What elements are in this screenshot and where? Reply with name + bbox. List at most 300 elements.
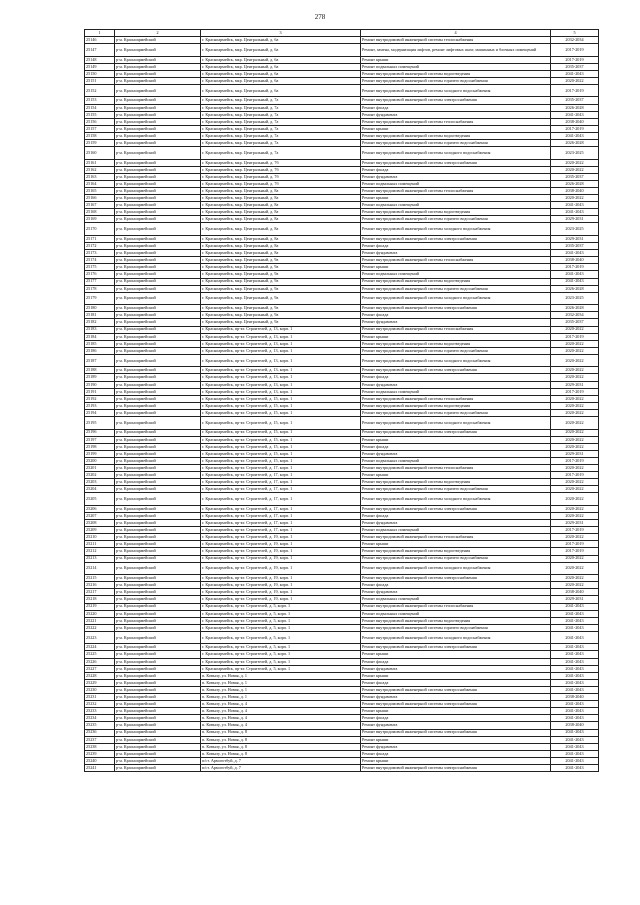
work-type-cell: Ремонт крыши bbox=[361, 541, 551, 548]
district-cell: р-н. Красноармейский bbox=[115, 472, 201, 479]
address-cell: г. Красноармейск, мкр. Центральный, д. 7а bbox=[201, 111, 361, 118]
address-cell: г. Красноармейск, мкр. Центральный, д. 8а bbox=[201, 188, 361, 195]
work-type-cell: Ремонт внутридомовой инженерной системы электроснабжения bbox=[361, 575, 551, 582]
work-type-cell: Ремонт крыши bbox=[361, 672, 551, 679]
row-number: 25174 bbox=[85, 257, 115, 264]
work-type-cell: Ремонт крыши bbox=[361, 195, 551, 202]
address-cell: г. Красноармейск, пр-кт. Строителей, д. 13, корп. 1 bbox=[201, 388, 361, 395]
row-number: 25240 bbox=[85, 757, 115, 764]
table-row bbox=[85, 77, 599, 84]
row-number: 25151 bbox=[85, 77, 115, 84]
district-cell: р-н. Красноармейский bbox=[115, 97, 201, 104]
work-type-cell: Ремонт внутридомовой инженерной системы теплоснабжения bbox=[361, 37, 551, 44]
row-number: 25184 bbox=[85, 333, 115, 340]
work-type-cell: Ремонт внутридомовой инженерной системы теплоснабжения bbox=[361, 188, 551, 195]
table-row bbox=[85, 312, 599, 319]
table-row bbox=[85, 750, 599, 757]
table-row bbox=[85, 610, 599, 617]
period-cell: 2035-2037 bbox=[551, 97, 599, 104]
period-cell: 2017-2019 bbox=[551, 84, 599, 97]
period-cell: 2041-2043 bbox=[551, 624, 599, 631]
work-type-cell: Ремонт внутридомовой инженерной системы теплоснабжения bbox=[361, 395, 551, 402]
period-cell: 2041-2043 bbox=[551, 729, 599, 736]
row-number: 25207 bbox=[85, 512, 115, 519]
address-cell: г. Красноармейск, пр-кт. Строителей, д. 15, корп. 1 bbox=[201, 417, 361, 430]
work-type-cell: Ремонт крыши bbox=[361, 472, 551, 479]
work-type-cell: Ремонт подвальных помещений bbox=[361, 63, 551, 70]
address-cell: г. Красноармейск, пр-кт. Строителей, д. 13, корп. 1 bbox=[201, 326, 361, 333]
address-cell: г. Красноармейск, мкр. Центральный, д. 9а bbox=[201, 319, 361, 326]
period-cell: 2035-2037 bbox=[551, 173, 599, 180]
table-row bbox=[85, 381, 599, 388]
period-cell: 2029-2031 bbox=[551, 596, 599, 603]
period-cell: 2038-2040 bbox=[551, 118, 599, 125]
district-cell: р-н. Красноармейский bbox=[115, 631, 201, 644]
row-number: 25189 bbox=[85, 374, 115, 381]
address-cell: г. Красноармейск, мкр. Центральный, д. 7а bbox=[201, 125, 361, 132]
district-cell: р-н. Красноармейский bbox=[115, 63, 201, 70]
period-cell: 2041-2043 bbox=[551, 715, 599, 722]
period-cell: 2020-2022 bbox=[551, 347, 599, 354]
work-type-cell: Ремонт внутридомовой инженерной системы водоотведения bbox=[361, 132, 551, 139]
table-row bbox=[85, 541, 599, 548]
table-row bbox=[85, 582, 599, 589]
period-cell: 2041-2043 bbox=[551, 631, 599, 644]
period-cell: 2017-2019 bbox=[551, 472, 599, 479]
table-row bbox=[85, 209, 599, 216]
row-number: 25169 bbox=[85, 216, 115, 223]
header-cell: 4 bbox=[361, 30, 551, 37]
row-number: 25204 bbox=[85, 486, 115, 493]
address-cell: г. Красноармейск, пр-кт. Строителей, д. 5, корп. 1 bbox=[201, 624, 361, 631]
district-cell: р-н. Красноармейский bbox=[115, 223, 201, 236]
district-cell: р-н. Красноармейский bbox=[115, 209, 201, 216]
row-number: 25148 bbox=[85, 56, 115, 63]
address-cell: г. Красноармейск, мкр. Центральный, д. 8а bbox=[201, 202, 361, 209]
header-cell: 5 bbox=[551, 30, 599, 37]
district-cell: р-н. Красноармейский bbox=[115, 750, 201, 757]
address-cell: г. Красноармейск, пр-кт. Строителей, д. 5, корп. 1 bbox=[201, 651, 361, 658]
district-cell: р-н. Красноармейский bbox=[115, 44, 201, 57]
address-cell: г. Красноармейск, мкр. Центральный, д. 9а bbox=[201, 292, 361, 305]
period-cell: 2041-2043 bbox=[551, 70, 599, 77]
address-cell: г. Красноармейск, мкр. Центральный, д. 7а bbox=[201, 132, 361, 139]
period-cell: 2041-2043 bbox=[551, 736, 599, 743]
address-cell: п. Ковылу, ул. Новая, д. 8 bbox=[201, 743, 361, 750]
address-cell: г. Красноармейск, пр-кт. Строителей, д. 19, корп. 1 bbox=[201, 596, 361, 603]
district-cell: р-н. Красноармейский bbox=[115, 70, 201, 77]
district-cell: р-н. Красноармейский bbox=[115, 715, 201, 722]
period-cell: 2041-2043 bbox=[551, 651, 599, 658]
period-cell: 2020-2022 bbox=[551, 367, 599, 374]
address-cell: г. Красноармейск, пр-кт. Строителей, д. 13, корп. 1 bbox=[201, 347, 361, 354]
district-cell: р-н. Красноармейский bbox=[115, 188, 201, 195]
district-cell: р-н. Красноармейский bbox=[115, 264, 201, 271]
address-cell: г. Красноармейск, мкр. Центральный, д. 6а bbox=[201, 37, 361, 44]
district-cell: р-н. Красноармейский bbox=[115, 326, 201, 333]
period-cell: 2020-2022 bbox=[551, 436, 599, 443]
district-cell: р-н. Красноармейский bbox=[115, 77, 201, 84]
table-row bbox=[85, 486, 599, 493]
district-cell: р-н. Красноармейский bbox=[115, 347, 201, 354]
work-type-cell: Ремонт фасада bbox=[361, 512, 551, 519]
table-row bbox=[85, 402, 599, 409]
district-cell: р-н. Красноармейский bbox=[115, 541, 201, 548]
address-cell: г. Красноармейск, мкр. Центральный, д. 8а bbox=[201, 235, 361, 242]
table-row bbox=[85, 257, 599, 264]
address-cell: г. Красноармейск, пр-кт. Строителей, д. 19, корп. 1 bbox=[201, 555, 361, 562]
work-type-cell: Ремонт подвальных помещений bbox=[361, 271, 551, 278]
address-cell: г. Красноармейск, пр-кт. Строителей, д. 15, корп. 1 bbox=[201, 450, 361, 457]
address-cell: г. Красноармейск, мкр. Центральный, д. 6а bbox=[201, 63, 361, 70]
row-number: 25188 bbox=[85, 367, 115, 374]
row-number: 25210 bbox=[85, 534, 115, 541]
period-cell: 2020-2022 bbox=[551, 340, 599, 347]
district-cell: р-н. Красноармейский bbox=[115, 180, 201, 187]
district-cell: р-н. Красноармейский bbox=[115, 589, 201, 596]
table-row bbox=[85, 505, 599, 512]
district-cell: р-н. Красноармейский bbox=[115, 292, 201, 305]
table-row bbox=[85, 596, 599, 603]
period-cell: 2020-2022 bbox=[551, 326, 599, 333]
period-cell: 2017-2019 bbox=[551, 541, 599, 548]
address-cell: г. Красноармейск, мкр. Центральный, д. 7а bbox=[201, 104, 361, 111]
district-cell: р-н. Красноармейский bbox=[115, 250, 201, 257]
address-cell: г. Красноармейск, пр-кт. Строителей, д. 17, корп. 1 bbox=[201, 472, 361, 479]
address-cell: г. Красноармейск, пр-кт. Строителей, д. 13, корп. 1 bbox=[201, 354, 361, 367]
row-number: 25233 bbox=[85, 708, 115, 715]
period-cell: 2038-2040 bbox=[551, 188, 599, 195]
work-type-cell: Ремонт фундамента bbox=[361, 173, 551, 180]
table-row bbox=[85, 436, 599, 443]
work-type-cell: Ремонт фундамента bbox=[361, 743, 551, 750]
work-type-cell: Ремонт внутридомовой инженерной системы теплоснабжения bbox=[361, 257, 551, 264]
work-type-cell: Ремонт внутридомовой инженерной системы горячего водоснабжения bbox=[361, 285, 551, 292]
district-cell: р-н. Красноармейский bbox=[115, 465, 201, 472]
address-cell: г. Красноармейск, мкр. Центральный, д. 7а bbox=[201, 147, 361, 160]
table-row bbox=[85, 111, 599, 118]
district-cell: р-н. Красноармейский bbox=[115, 395, 201, 402]
period-cell: 2020-2022 bbox=[551, 402, 599, 409]
row-number: 25168 bbox=[85, 209, 115, 216]
row-number: 25196 bbox=[85, 429, 115, 436]
table-row bbox=[85, 665, 599, 672]
address-cell: г. Красноармейск, мкр. Центральный, д. 7а bbox=[201, 140, 361, 147]
work-type-cell: Ремонт внутридомовой инженерной системы холодного водоснабжения bbox=[361, 147, 551, 160]
row-number: 25162 bbox=[85, 166, 115, 173]
address-cell: г. Красноармейск, пр-кт. Строителей, д. 13, корп. 1 bbox=[201, 333, 361, 340]
table-row bbox=[85, 223, 599, 236]
address-cell: г. Красноармейск, мкр. Центральный, д. 9а bbox=[201, 271, 361, 278]
table-row bbox=[85, 715, 599, 722]
period-cell: 2017-2019 bbox=[551, 333, 599, 340]
table-row bbox=[85, 631, 599, 644]
period-cell: 2020-2022 bbox=[551, 562, 599, 575]
period-cell: 2020-2022 bbox=[551, 582, 599, 589]
row-number: 25170 bbox=[85, 223, 115, 236]
address-cell: г. Красноармейск, пр-кт. Строителей, д. 17, корп. 1 bbox=[201, 479, 361, 486]
address-cell: п/ст. Армоготбуй, д. 7 bbox=[201, 757, 361, 764]
work-type-cell: Ремонт фасада bbox=[361, 679, 551, 686]
period-cell: 2041-2043 bbox=[551, 250, 599, 257]
work-type-cell: Ремонт фундамента bbox=[361, 381, 551, 388]
district-cell: р-н. Красноармейский bbox=[115, 195, 201, 202]
work-type-cell: Ремонт внутридомовой инженерной системы горячего водоснабжения bbox=[361, 347, 551, 354]
work-type-cell: Ремонт подвальных помещений bbox=[361, 457, 551, 464]
row-number: 25156 bbox=[85, 118, 115, 125]
work-type-cell: Ремонт подвальных помещений bbox=[361, 388, 551, 395]
table-row bbox=[85, 216, 599, 223]
work-type-cell: Ремонт внутридомовой инженерной системы электроснабжения bbox=[361, 644, 551, 651]
period-cell: 2041-2043 bbox=[551, 132, 599, 139]
district-cell: р-н. Красноармейский bbox=[115, 381, 201, 388]
work-type-cell: Ремонт фундамента bbox=[361, 250, 551, 257]
address-cell: г. Красноармейск, пр-кт. Строителей, д. 17, корп. 1 bbox=[201, 520, 361, 527]
work-type-cell: Ремонт внутридомовой инженерной системы горячего водоснабжения bbox=[361, 555, 551, 562]
row-number: 25179 bbox=[85, 292, 115, 305]
row-number: 25239 bbox=[85, 750, 115, 757]
row-number: 25191 bbox=[85, 388, 115, 395]
address-cell: г. Красноармейск, мкр. Центральный, д. 8а bbox=[201, 216, 361, 223]
work-type-cell: Ремонт, замена, модернизация лифтов, ремонт лифтовых шахт, машинных и блочных помещений bbox=[361, 44, 551, 57]
period-cell: 2035-2037 bbox=[551, 63, 599, 70]
work-type-cell: Ремонт внутридомовой инженерной системы теплоснабжения bbox=[361, 465, 551, 472]
row-number: 25202 bbox=[85, 472, 115, 479]
work-type-cell: Ремонт внутридомовой инженерной системы теплоснабжения bbox=[361, 326, 551, 333]
period-cell: 2041-2043 bbox=[551, 209, 599, 216]
work-type-cell: Ремонт внутридомовой инженерной системы электроснабжения bbox=[361, 97, 551, 104]
period-cell: 2041-2043 bbox=[551, 665, 599, 672]
work-type-cell: Ремонт внутридомовой инженерной системы водоотведения bbox=[361, 340, 551, 347]
period-cell: 2041-2043 bbox=[551, 644, 599, 651]
table-row bbox=[85, 173, 599, 180]
row-number: 25208 bbox=[85, 520, 115, 527]
row-number: 25192 bbox=[85, 395, 115, 402]
row-number: 25230 bbox=[85, 686, 115, 693]
district-cell: р-н. Красноармейский bbox=[115, 202, 201, 209]
address-cell: г. Красноармейск, пр-кт. Строителей, д. 5, корп. 1 bbox=[201, 644, 361, 651]
address-cell: г. Красноармейск, мкр. Центральный, д. 6а bbox=[201, 70, 361, 77]
period-cell: 2026-2028 bbox=[551, 104, 599, 111]
row-number: 25236 bbox=[85, 729, 115, 736]
row-number: 25200 bbox=[85, 457, 115, 464]
row-number: 25209 bbox=[85, 527, 115, 534]
table-row bbox=[85, 326, 599, 333]
row-number: 25220 bbox=[85, 610, 115, 617]
address-cell: г. Красноармейск, пр-кт. Строителей, д. 15, корп. 1 bbox=[201, 436, 361, 443]
table-row bbox=[85, 340, 599, 347]
district-cell: р-н. Красноармейский bbox=[115, 708, 201, 715]
row-number: 25225 bbox=[85, 651, 115, 658]
work-type-cell: Ремонт крыши bbox=[361, 56, 551, 63]
district-cell: р-н. Красноармейский bbox=[115, 486, 201, 493]
period-cell: 2041-2043 bbox=[551, 764, 599, 771]
work-type-cell: Ремонт внутридомовой инженерной системы горячего водоснабжения bbox=[361, 486, 551, 493]
address-cell: г. Красноармейск, мкр. Центральный, д. 7а bbox=[201, 97, 361, 104]
work-type-cell: Ремонт подвальных помещений bbox=[361, 202, 551, 209]
work-type-cell: Ремонт крыши bbox=[361, 125, 551, 132]
row-number: 25235 bbox=[85, 722, 115, 729]
work-type-cell: Ремонт фасада bbox=[361, 166, 551, 173]
row-number: 25203 bbox=[85, 479, 115, 486]
page-number: 278 bbox=[314, 13, 326, 21]
district-cell: р-н. Красноармейский bbox=[115, 305, 201, 312]
table-row bbox=[85, 235, 599, 242]
district-cell: р-н. Красноармейский bbox=[115, 479, 201, 486]
district-cell: р-н. Красноармейский bbox=[115, 555, 201, 562]
district-cell: р-н. Красноармейский bbox=[115, 548, 201, 555]
district-cell: р-н. Красноармейский bbox=[115, 443, 201, 450]
row-number: 25177 bbox=[85, 278, 115, 285]
table-row bbox=[85, 658, 599, 665]
row-number: 25149 bbox=[85, 63, 115, 70]
table-row bbox=[85, 374, 599, 381]
work-type-cell: Ремонт фасада bbox=[361, 582, 551, 589]
work-type-cell: Ремонт внутридомовой инженерной системы электроснабжения bbox=[361, 235, 551, 242]
period-cell: 2020-2022 bbox=[551, 479, 599, 486]
address-cell: п. Ковылу, ул. Новая, д. 8 bbox=[201, 750, 361, 757]
table-row bbox=[85, 97, 599, 104]
period-cell: 2017-2019 bbox=[551, 44, 599, 57]
work-type-cell: Ремонт внутридомовой инженерной системы электроснабжения bbox=[361, 367, 551, 374]
row-number: 25237 bbox=[85, 736, 115, 743]
address-cell: г. Красноармейск, пр-кт. Строителей, д. 5, корп. 1 bbox=[201, 603, 361, 610]
work-type-cell: Ремонт фундамента bbox=[361, 589, 551, 596]
work-type-cell: Ремонт фундамента bbox=[361, 520, 551, 527]
row-number: 25228 bbox=[85, 672, 115, 679]
period-cell: 2020-2022 bbox=[551, 575, 599, 582]
table-row bbox=[85, 292, 599, 305]
row-number: 25181 bbox=[85, 312, 115, 319]
district-cell: р-н. Красноармейский bbox=[115, 56, 201, 63]
work-type-cell: Ремонт внутридомовой инженерной системы водоотведения bbox=[361, 617, 551, 624]
address-cell: г. Красноармейск, мкр. Центральный, д. 6а bbox=[201, 84, 361, 97]
row-number: 25195 bbox=[85, 417, 115, 430]
table-row bbox=[85, 243, 599, 250]
district-cell: р-н. Красноармейский bbox=[115, 216, 201, 223]
address-cell: г. Красноармейск, мкр. Центральный, д. 7б bbox=[201, 180, 361, 187]
address-cell: г. Красноармейск, мкр. Центральный, д. 9а bbox=[201, 305, 361, 312]
table-row bbox=[85, 409, 599, 416]
district-cell: р-н. Красноармейский bbox=[115, 312, 201, 319]
period-cell: 2041-2043 bbox=[551, 750, 599, 757]
table-row bbox=[85, 147, 599, 160]
address-cell: г. Красноармейск, пр-кт. Строителей, д. 19, корп. 1 bbox=[201, 589, 361, 596]
row-number: 25146 bbox=[85, 37, 115, 44]
district-cell: р-н. Красноармейский bbox=[115, 166, 201, 173]
period-cell: 2032-2034 bbox=[551, 312, 599, 319]
address-cell: г. Красноармейск, пр-кт. Строителей, д. 17, корп. 1 bbox=[201, 505, 361, 512]
district-cell: р-н. Красноармейский bbox=[115, 319, 201, 326]
table-row bbox=[85, 140, 599, 147]
table-row bbox=[85, 644, 599, 651]
work-type-cell: Ремонт крыши bbox=[361, 264, 551, 271]
district-cell: р-н. Красноармейский bbox=[115, 333, 201, 340]
table-row bbox=[85, 534, 599, 541]
table-row bbox=[85, 520, 599, 527]
address-cell: г. Красноармейск, пр-кт. Строителей, д. 5, корп. 1 bbox=[201, 610, 361, 617]
period-cell: 2020-2022 bbox=[551, 429, 599, 436]
address-cell: г. Красноармейск, мкр. Центральный, д. 7б bbox=[201, 159, 361, 166]
row-number: 25173 bbox=[85, 250, 115, 257]
period-cell: 2035-2037 bbox=[551, 319, 599, 326]
period-cell: 2020-2022 bbox=[551, 486, 599, 493]
row-number: 25161 bbox=[85, 159, 115, 166]
address-cell: г. Красноармейск, пр-кт. Строителей, д. 15, корп. 1 bbox=[201, 443, 361, 450]
repair-schedule-table bbox=[84, 29, 599, 772]
work-type-cell: Ремонт внутридомовой инженерной системы электроснабжения bbox=[361, 686, 551, 693]
table-row bbox=[85, 603, 599, 610]
period-cell: 2020-2022 bbox=[551, 409, 599, 416]
work-type-cell: Ремонт крыши bbox=[361, 436, 551, 443]
row-number: 25216 bbox=[85, 582, 115, 589]
table-row bbox=[85, 347, 599, 354]
period-cell: 2026-2028 bbox=[551, 285, 599, 292]
district-cell: р-н. Красноармейский bbox=[115, 651, 201, 658]
row-number: 25193 bbox=[85, 402, 115, 409]
address-cell: г. Красноармейск, пр-кт. Строителей, д. 15, корп. 1 bbox=[201, 457, 361, 464]
work-type-cell: Ремонт внутридомовой инженерной системы электроснабжения bbox=[361, 305, 551, 312]
period-cell: 2026-2028 bbox=[551, 180, 599, 187]
work-type-cell: Ремонт фундамента bbox=[361, 665, 551, 672]
work-type-cell: Ремонт внутридомовой инженерной системы водоотведения bbox=[361, 278, 551, 285]
district-cell: р-н. Красноармейский bbox=[115, 736, 201, 743]
row-number: 25214 bbox=[85, 562, 115, 575]
row-number: 25223 bbox=[85, 631, 115, 644]
district-cell: р-н. Красноармейский bbox=[115, 37, 201, 44]
work-type-cell: Ремонт внутридомовой инженерной системы электроснабжения bbox=[361, 429, 551, 436]
district-cell: р-н. Красноармейский bbox=[115, 672, 201, 679]
work-type-cell: Ремонт фасада bbox=[361, 104, 551, 111]
row-number: 25221 bbox=[85, 617, 115, 624]
period-cell: 2041-2043 bbox=[551, 672, 599, 679]
row-number: 25227 bbox=[85, 665, 115, 672]
district-cell: р-н. Красноармейский bbox=[115, 512, 201, 519]
period-cell: 2017-2019 bbox=[551, 548, 599, 555]
work-type-cell: Ремонт фундамента bbox=[361, 722, 551, 729]
period-cell: 2041-2043 bbox=[551, 202, 599, 209]
address-cell: п. Ковылу, ул. Новая, д. 4 bbox=[201, 701, 361, 708]
row-number: 25186 bbox=[85, 347, 115, 354]
address-cell: п. Ковылу, ул. Новая, д. 4 bbox=[201, 722, 361, 729]
work-type-cell: Ремонт фасада bbox=[361, 312, 551, 319]
row-number: 25176 bbox=[85, 271, 115, 278]
district-cell: р-н. Красноармейский bbox=[115, 147, 201, 160]
address-cell: п. Ковылу, ул. Новая, д. 8 bbox=[201, 736, 361, 743]
district-cell: р-н. Красноармейский bbox=[115, 111, 201, 118]
address-cell: п. Ковылу, ул. Новая, д. 8 bbox=[201, 729, 361, 736]
district-cell: р-н. Красноармейский bbox=[115, 257, 201, 264]
district-cell: р-н. Красноармейский bbox=[115, 644, 201, 651]
table-row bbox=[85, 708, 599, 715]
work-type-cell: Ремонт фасада bbox=[361, 715, 551, 722]
work-type-cell: Ремонт внутридомовой инженерной системы водоотведения bbox=[361, 209, 551, 216]
row-number: 25213 bbox=[85, 555, 115, 562]
row-number: 25231 bbox=[85, 694, 115, 701]
work-type-cell: Ремонт фасада bbox=[361, 243, 551, 250]
period-cell: 2017-2019 bbox=[551, 388, 599, 395]
address-cell: п. Ковылу, ул. Новая, д. 4 bbox=[201, 708, 361, 715]
row-number: 25217 bbox=[85, 589, 115, 596]
table-row bbox=[85, 589, 599, 596]
period-cell: 2020-2022 bbox=[551, 166, 599, 173]
district-cell: р-н. Красноармейский bbox=[115, 132, 201, 139]
address-cell: г. Красноармейск, пр-кт. Строителей, д. 17, корп. 1 bbox=[201, 512, 361, 519]
row-number: 25178 bbox=[85, 285, 115, 292]
address-cell: г. Красноармейск, пр-кт. Строителей, д. 13, корп. 1 bbox=[201, 367, 361, 374]
address-cell: г. Красноармейск, мкр. Центральный, д. 6а bbox=[201, 77, 361, 84]
district-cell: р-н. Красноармейский bbox=[115, 665, 201, 672]
